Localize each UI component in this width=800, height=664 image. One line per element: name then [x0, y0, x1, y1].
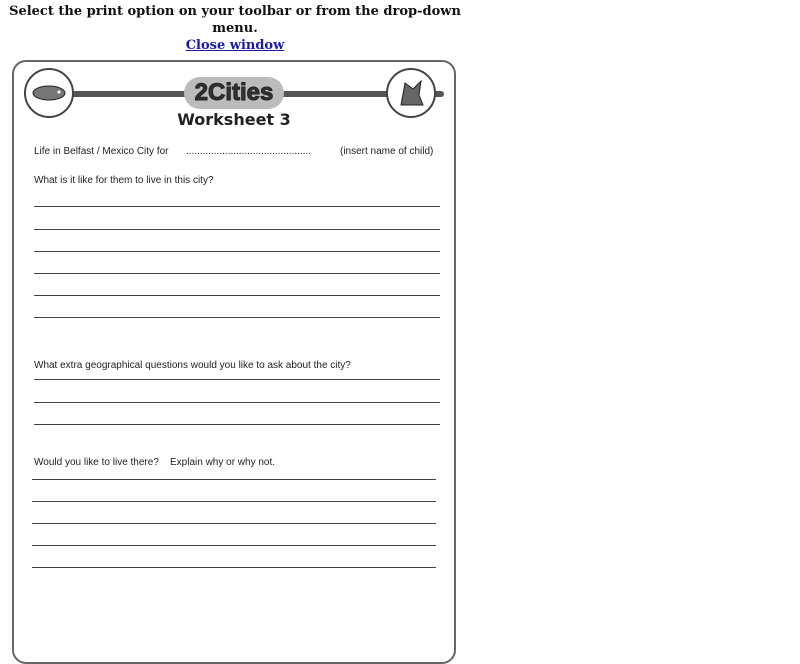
- answer-line: [32, 545, 436, 546]
- answer-line: [34, 402, 440, 403]
- answer-line: [34, 206, 440, 207]
- answer-line: [32, 479, 436, 480]
- instruction-text: Select the print option on your toolbar or from the drop-down menu.: [9, 4, 461, 36]
- question-3: Would you like to live there? Explain why or why not.: [34, 457, 276, 468]
- answer-line: [34, 229, 440, 230]
- name-line-prefix: Life in Belfast / Mexico City for: [34, 146, 169, 157]
- close-window-link[interactable]: Close window: [185, 38, 285, 53]
- answer-line: [34, 251, 440, 252]
- answer-line: [34, 295, 440, 296]
- answer-line: [34, 273, 440, 274]
- question-1: What is it like for them to live in this city?: [34, 175, 214, 186]
- answer-line: [32, 501, 436, 502]
- worksheet-title: Worksheet 3: [177, 110, 291, 129]
- print-instructions: [0, 3, 470, 54]
- answer-line: [32, 567, 436, 568]
- answer-line: [34, 317, 440, 318]
- answer-line: [34, 424, 440, 425]
- worksheet: [12, 60, 456, 664]
- name-blank: .............................................: [186, 146, 312, 157]
- 2cities-logo: 2Cities: [184, 77, 284, 109]
- answer-line: [32, 523, 436, 524]
- answer-line: [34, 379, 440, 380]
- question-2: What extra geographical questions would you like to ask about the city?: [34, 360, 351, 371]
- name-line-suffix: (insert name of child): [340, 146, 434, 157]
